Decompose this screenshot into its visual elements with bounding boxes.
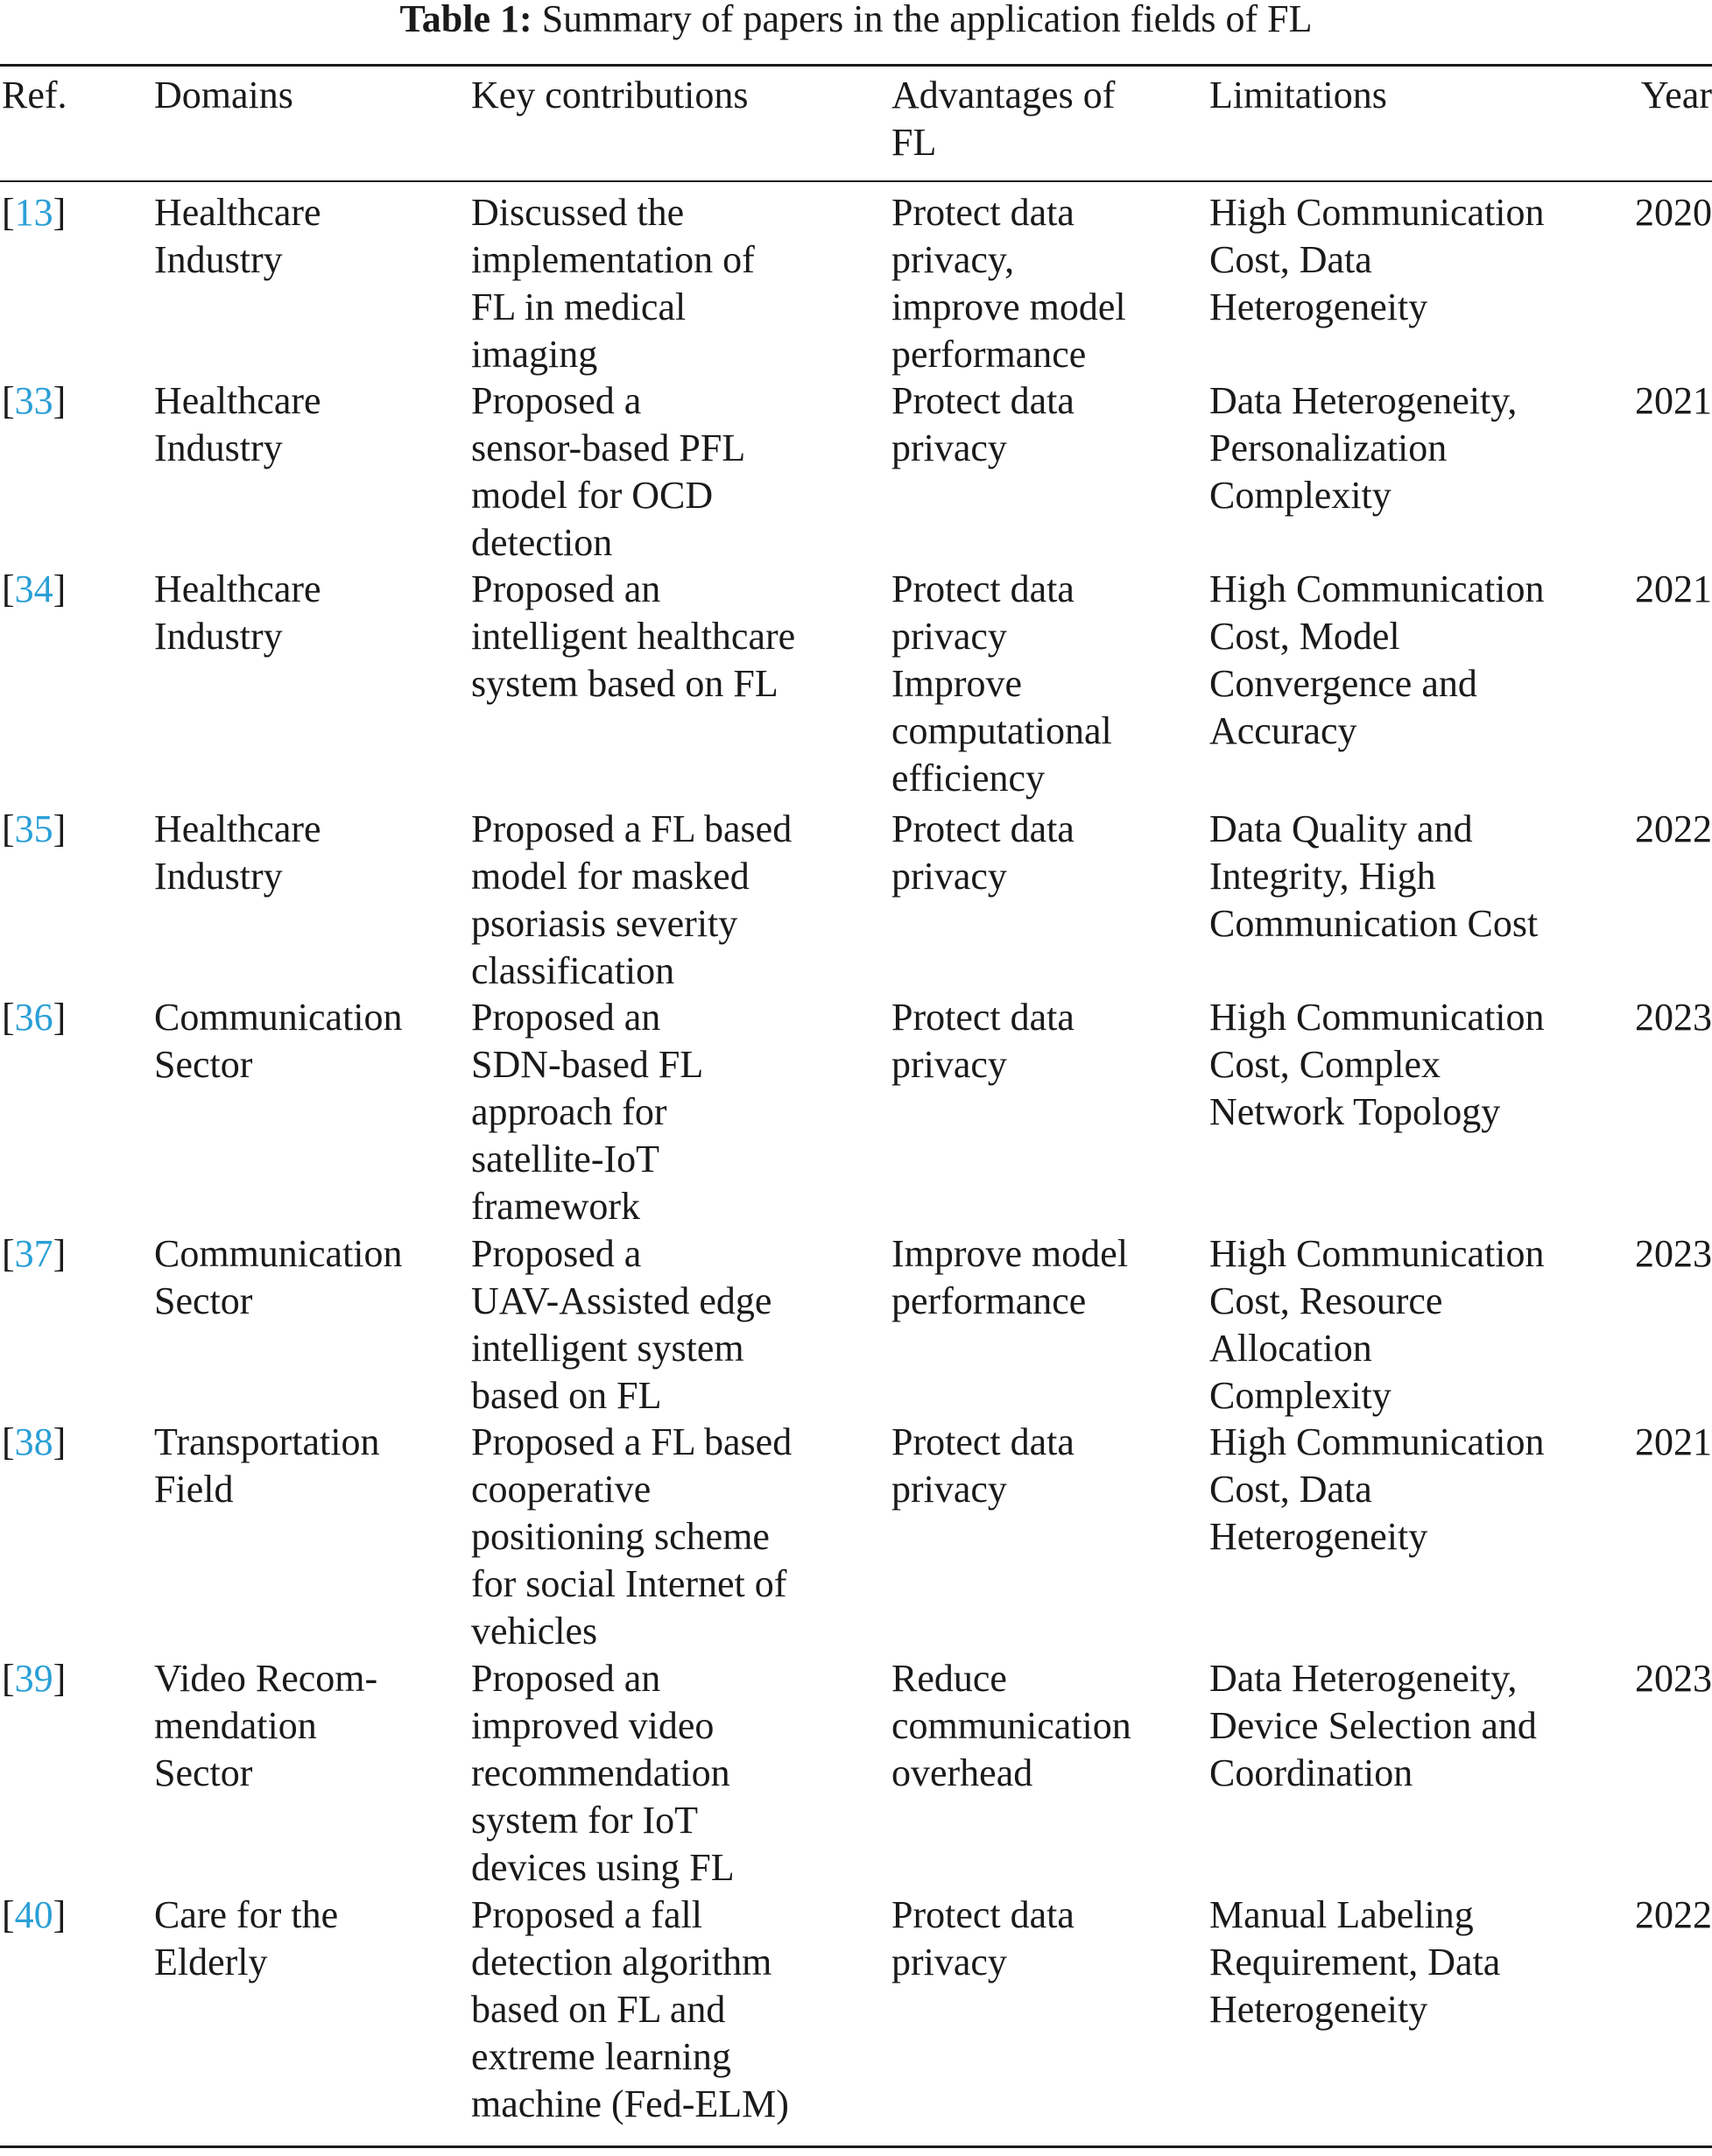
header-limitations: Limitations	[1209, 74, 1387, 116]
reference-link[interactable]: 33	[14, 379, 53, 422]
cell-advantages: Protect data privacy	[891, 1420, 1074, 1511]
ref-bracket-close: ]	[53, 191, 67, 234]
reference-link[interactable]: 35	[14, 807, 53, 850]
cell-contribution: Discussed the implementation of FL in medical imaging	[471, 191, 755, 376]
cell-contribution: Proposed a UAV-Assisted edge intelligent system based on FL	[471, 1232, 772, 1417]
cell-advantages: Protect data privacy	[891, 996, 1074, 1086]
reference-link[interactable]: 36	[14, 996, 53, 1039]
cell-domain: Healthcare Industry	[154, 379, 321, 469]
ref-bracket-open: [	[2, 1232, 15, 1275]
cell-year: 2021	[1635, 567, 1712, 610]
reference-link[interactable]: 38	[14, 1420, 53, 1463]
reference-link[interactable]: 13	[14, 191, 53, 234]
header-advantages: Advantages of FL	[891, 74, 1116, 164]
header-contributions: Key contributions	[471, 74, 749, 116]
top-rule	[0, 64, 1712, 67]
caption-label: Table 1:	[399, 0, 532, 40]
cell-advantages: Improve model performance	[891, 1232, 1129, 1322]
cell-contribution: Proposed an improved video recommendation system for IoT devices using FL	[471, 1657, 735, 1889]
reference-link[interactable]: 37	[14, 1232, 53, 1275]
caption-text: Summary of papers in the application fields of FL	[532, 0, 1313, 40]
ref-bracket-open: [	[2, 379, 15, 422]
table-caption	[0, 0, 1712, 39]
cell-limitations: High Communication Cost, Data Heterogeneity	[1209, 191, 1545, 328]
ref-bracket-close: ]	[53, 1420, 67, 1463]
cell-advantages: Protect data privacy Improve computational efficiency	[891, 567, 1112, 800]
cell-year: 2022	[1635, 807, 1712, 850]
cell-ref	[2, 806, 66, 853]
cell-advantages: Reduce communication overhead	[891, 1657, 1131, 1794]
cell-domain: Healthcare Industry	[154, 191, 321, 281]
ref-bracket-close: ]	[53, 996, 67, 1039]
cell-year: 2020	[1635, 191, 1712, 234]
ref-bracket-open: [	[2, 996, 15, 1039]
header-ref: Ref.	[2, 74, 67, 116]
cell-limitations: Data Quality and Integrity, High Communication Cost	[1209, 807, 1539, 945]
cell-advantages: Protect data privacy	[891, 379, 1074, 469]
cell-contribution: Proposed a sensor-based PFL model for OCD detection	[471, 379, 746, 564]
cell-contribution: Proposed a FL based cooperative positioning scheme for social Internet of vehicles	[471, 1420, 793, 1652]
cell-advantages: Protect data privacy	[891, 807, 1074, 898]
reference-link[interactable]: 34	[14, 567, 53, 610]
cell-limitations: Data Heterogeneity, Device Selection and Coordination	[1209, 1657, 1537, 1794]
cell-domain: Transportation Field	[154, 1420, 380, 1511]
ref-bracket-open: [	[2, 1657, 15, 1700]
cell-ref	[2, 566, 66, 613]
cell-domain: Healthcare Industry	[154, 567, 321, 658]
ref-bracket-close: ]	[53, 1232, 67, 1275]
reference-link[interactable]: 40	[14, 1893, 53, 1936]
cell-limitations: High Communication Cost, Model Convergence and Accuracy	[1209, 567, 1545, 752]
cell-advantages: Protect data privacy	[891, 1893, 1074, 1983]
cell-contribution: Proposed a fall detection algorithm based on FL and extreme learning machine (Fed-ELM)	[471, 1893, 789, 2125]
cell-year: 2022	[1635, 1893, 1712, 1936]
cell-domain: Communication Sector	[154, 996, 403, 1086]
ref-bracket-close: ]	[53, 379, 67, 422]
ref-bracket-close: ]	[53, 807, 67, 850]
header-domains: Domains	[154, 74, 293, 116]
cell-limitations: High Communication Cost, Resource Allocation Complexity	[1209, 1232, 1545, 1417]
cell-year: 2021	[1635, 379, 1712, 422]
cell-limitations: High Communication Cost, Data Heterogeneity	[1209, 1420, 1545, 1558]
cell-limitations: Data Heterogeneity, Personalization Complexity	[1209, 379, 1518, 517]
header-year: Year	[1640, 74, 1712, 116]
cell-contribution: Proposed an SDN-based FL approach for satellite-IoT framework	[471, 996, 704, 1228]
cell-limitations: High Communication Cost, Complex Network Topology	[1209, 996, 1545, 1133]
ref-bracket-open: [	[2, 807, 15, 850]
cell-ref	[2, 1892, 66, 1939]
cell-ref	[2, 377, 66, 425]
cell-domain: Care for the Elderly	[154, 1893, 339, 1983]
cell-contribution: Proposed an intelligent healthcare system based on FL	[471, 567, 796, 705]
cell-year: 2023	[1635, 1232, 1712, 1275]
cell-ref	[2, 1655, 66, 1702]
header-rule	[0, 180, 1712, 182]
bottom-rule	[0, 2145, 1712, 2148]
cell-year: 2023	[1635, 996, 1712, 1039]
cell-domain: Healthcare Industry	[154, 807, 321, 898]
cell-ref	[2, 994, 66, 1041]
cell-ref	[2, 1419, 66, 1466]
cell-limitations: Manual Labeling Requirement, Data Heterogeneity	[1209, 1893, 1501, 2031]
ref-bracket-close: ]	[53, 1893, 67, 1936]
cell-domain: Communication Sector	[154, 1232, 403, 1322]
cell-contribution: Proposed a FL based model for masked psoriasis severity classification	[471, 807, 793, 992]
cell-year: 2023	[1635, 1657, 1712, 1700]
ref-bracket-open: [	[2, 1893, 15, 1936]
cell-year: 2021	[1635, 1420, 1712, 1463]
cell-domain: Video Recom- mendation Sector	[154, 1657, 378, 1794]
ref-bracket-open: [	[2, 191, 15, 234]
ref-bracket-open: [	[2, 1420, 15, 1463]
cell-ref	[2, 1230, 66, 1278]
ref-bracket-close: ]	[53, 1657, 67, 1700]
reference-link[interactable]: 39	[14, 1657, 53, 1700]
ref-bracket-open: [	[2, 567, 15, 610]
cell-advantages: Protect data privacy, improve model performance	[891, 191, 1126, 376]
ref-bracket-close: ]	[53, 567, 67, 610]
cell-ref	[2, 189, 66, 236]
